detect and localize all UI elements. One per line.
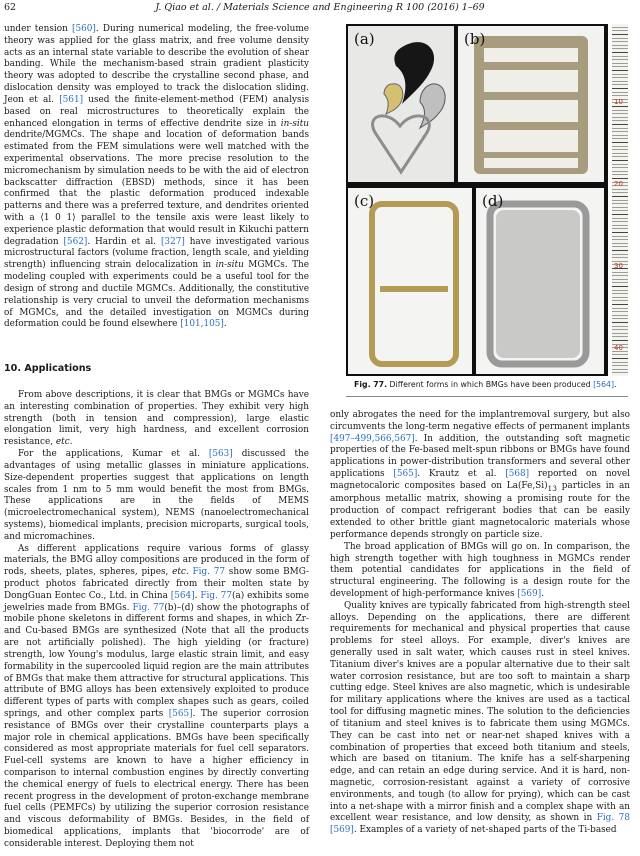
- caption-text: Different forms in which BMGs have been produced: [387, 380, 594, 389]
- citation-link[interactable]: [564]: [170, 590, 195, 601]
- journal-citation: J. Qiao et al. / Materials Science and Engineering R 100 (2016) 1–69: [155, 2, 485, 13]
- citation-link[interactable]: [497–499,566,567]: [330, 433, 415, 444]
- panel-label-d: (d): [482, 192, 504, 210]
- caption-divider: [346, 396, 628, 397]
- caption-label: Fig. 77.: [354, 380, 388, 389]
- citation-link[interactable]: [568]: [505, 469, 530, 480]
- panel-label-b: (b): [464, 30, 486, 48]
- subscript: 13: [547, 483, 557, 493]
- citation-link[interactable]: Fig. 77: [132, 602, 165, 613]
- section-heading: 10. Applications: [4, 363, 92, 374]
- italic-term: etc: [55, 437, 70, 448]
- ruler-numbers: [612, 24, 628, 376]
- ruler-mark-20: 20: [614, 180, 623, 188]
- right-column: [330, 410, 630, 837]
- ruler-mark-10: 10: [614, 98, 623, 106]
- paragraph: From above descriptions, it is clear that BMGs or MGMCs have an interesting combination of properties. They exhibit very high strength (both in tension and compression), large elastic elongation limit, very high hardness, and excellent corrosion resistance, etc.: [4, 390, 309, 448]
- figure-photo-svg: [346, 24, 608, 376]
- citation-link[interactable]: [569]: [517, 588, 542, 599]
- citation-link[interactable]: Fig. 78: [596, 813, 630, 824]
- caption-citation-link[interactable]: [564]: [593, 380, 615, 389]
- measuring-ruler: [612, 24, 628, 376]
- italic-term: etc: [172, 567, 186, 578]
- running-header: [4, 2, 636, 16]
- italic-term: in-situ: [215, 260, 244, 271]
- paragraph: As different applications require various forms of glassy materials, the BMG alloy compositions are produced in the form of rods, sheets, plates, spheres, pipes, etc. Fig. 77 show some BMG-product photos fabricated directly from their molten state by DongGuan Eontec Co., Ltd. in China [564]. Fig. 77(a) exhibits some jewelries made from BMGs. Fig. 77(b)–(d) show the photographs of mobile phone skeletons in different forms and shapes, in which Zr- and Cu-based BMGs are synthesized (Note that all the products are not artificially polished). The high yielding (or fracture) strength, low Young's modulus, large elastic strain limit, and easy formability in the supercooled liquid region are the main attributes of BMGs that make them attractive for structural applications. This attribute of BMG alloys has been extensively exploited to produce different types of parts with complex shapes such as gears, coiled springs, and other complex parts [565]. The superior corrosion resistance of BMGs over their crystalline counterparts plays a major role in chemical applications. BMGs have been specifically considered as most appropriate materials for fuel cell separators. Fuel-cell systems are known to have a higher efficiency in comparison to internal combustion engines by directly converting the chemical energy of fuels to electrical energy. There has been recent progress in the development of proton-exchange membrane fuel cells (PEMFCs) by utilizing the superior corrosion resistance and viscous deformability of BMGs. Besides, in the field of biomedical applications, implants that 'biocorrode' are of considerable interest. Deploying them not: [4, 543, 309, 849]
- paragraph: The broad application of BMGs will go on. In comparison, the high strength together with high toughness in MGMCs render them potential candidates for applications in the field of structural engineering. The following is a design route for the development of high-performance knives [569].: [330, 541, 630, 599]
- ruler-mark-40: 40: [614, 344, 623, 352]
- figure-77-photo: [346, 24, 608, 376]
- citation-link[interactable]: Fig. 77: [192, 567, 226, 578]
- panel-label-c: (c): [354, 192, 375, 210]
- paragraph: For the applications, Kumar et al. [563] discussed the advantages of using metallic glasses in miniature applications. Size-dependent properties suggest that applications on length scales from 1 nm to 5 mm would benefit the most from BMGs. These applications are in the fields of MEMS (microelectromechanical system), NEMS (nanoelectromechanical systems), biomedical implants, precision microparts, surgical tools, and micromachines.: [4, 449, 309, 542]
- left-column-top: [4, 24, 309, 331]
- citation-link[interactable]: [560]: [72, 24, 96, 34]
- citation-link[interactable]: [569]: [330, 825, 354, 836]
- citation-link[interactable]: [565]: [393, 469, 418, 480]
- paragraph: only abrogates the need for the implantremoval surgery, but also circumvents the long-term negative effects of permanent implants [497–499,566,567]. In addition, the outstanding soft magnetic properties of the Fe-based melt-spun ribbons or BMGs have found applications in power-distribution transformers and several other applications [565]. Krautz et al. [568] reported on novel magnetocaloric composites based on $La(Fe,Si)_{13}$ particles in an amorphous metallic matrix, showing a promising route for the production of compact refrigerant bodies that can be easily extended to other brittle giant magnetocaloric materials whose performance depends strongly on particle size.: [330, 410, 631, 540]
- citation-link[interactable]: Fig. 77: [200, 590, 232, 601]
- left-column-bottom: [4, 390, 309, 851]
- citation-link[interactable]: [327]: [160, 236, 185, 247]
- paragraph: under tension [560]. During numerical modeling, the free-volume theory was applied for the glass matrix, and free volume density acts as an internal state variable to describe the evolution of shear banding. While the mechanism-based strain gradient plasticity theory was adopted to describe the crystalline second phase, and dislocation density was employed to track the dislocation sliding. Jeon et al. [561] used the finite-element-method (FEM) analysis based on real microstructures to theoretically explain the enhanced elongation in terms of effective dendrite size in in-situ dendrite/MGMCs. The shape and location of deformation bands estimated from the FEM simulations were well matched with the experimental observations. The more precise resolution to the micromechanism by simulation needs to be with the aid of electron backscatter diffraction (EBSD) methods, since it has been confirmed that the plastic deformation produced indexable patterns and there was a preferred texture, and dendrites oriented with a ⟨1 0 1⟩ parallel to the tensile axis were least likely to experience plastic deformation that would result in Kikuchi pattern degradation [562]. Hardin et al. [327] have investigated various microstructural factors (volume fraction, length scale, and yielding strength) influencing strain delocalization in in-situ MGMCs. The modeling coupled with experiments could be a useful tool for the design of strong and ductile MGMCs. Additionally, the constitutive relationship is very crucial to unveil the deformation mechanisms of MGMCs, and the detailed investigation on MGMCs during deformation could be found elsewhere [101,105].: [4, 24, 310, 330]
- citation-link[interactable]: [563]: [208, 449, 233, 460]
- ruler-mark-30: 30: [614, 262, 623, 270]
- citation-link[interactable]: [101,105]: [180, 319, 224, 330]
- citation-link[interactable]: [562]: [63, 236, 88, 247]
- italic-term: in-situ: [280, 118, 309, 129]
- page-number: 62: [4, 2, 17, 13]
- panel-label-a: (a): [354, 30, 375, 48]
- citation-link[interactable]: [561]: [59, 94, 84, 105]
- caption-period: .: [614, 380, 617, 389]
- paragraph: Quality knives are typically fabricated from high-strength steel alloys. Depending on the applications, there are different requirements for mechanical and physical properties that cause problems for steel alloys. For example, diver's knives are generally used in salt water, which causes rust in steel knives. Titanium diver's knives are a popular alternative due to their salt water corrosion resistance, but are too soft to maintain a sharp cutting edge. Steel knives are also magnetic, which is undesirable for military applications where the knives are used as a tactical tool for diffusing magnetic mines. The solution to the deficiencies of titanium and steel knives is to fabricate them using MGMCs. They can be cast into net or near-net shaped knives with a combination of properties that exceed both titanium and steels, which are based on titanium. The knife has a self-sharpening edge, and can retain an edge during service. And it is hard, non-magnetic, corrosion-resistant against a variety of corrosive environments, and tough (to allow for prying), which can be cast into a net-shape with a mirror finish and a complex shape with an excellent wear resistance, and low density, as shown in Fig. 78 [569]. Examples of a variety of net-shaped parts of the Ti-based: [330, 600, 630, 836]
- figure-caption: [354, 380, 630, 389]
- citation-link[interactable]: [565]: [168, 708, 193, 719]
